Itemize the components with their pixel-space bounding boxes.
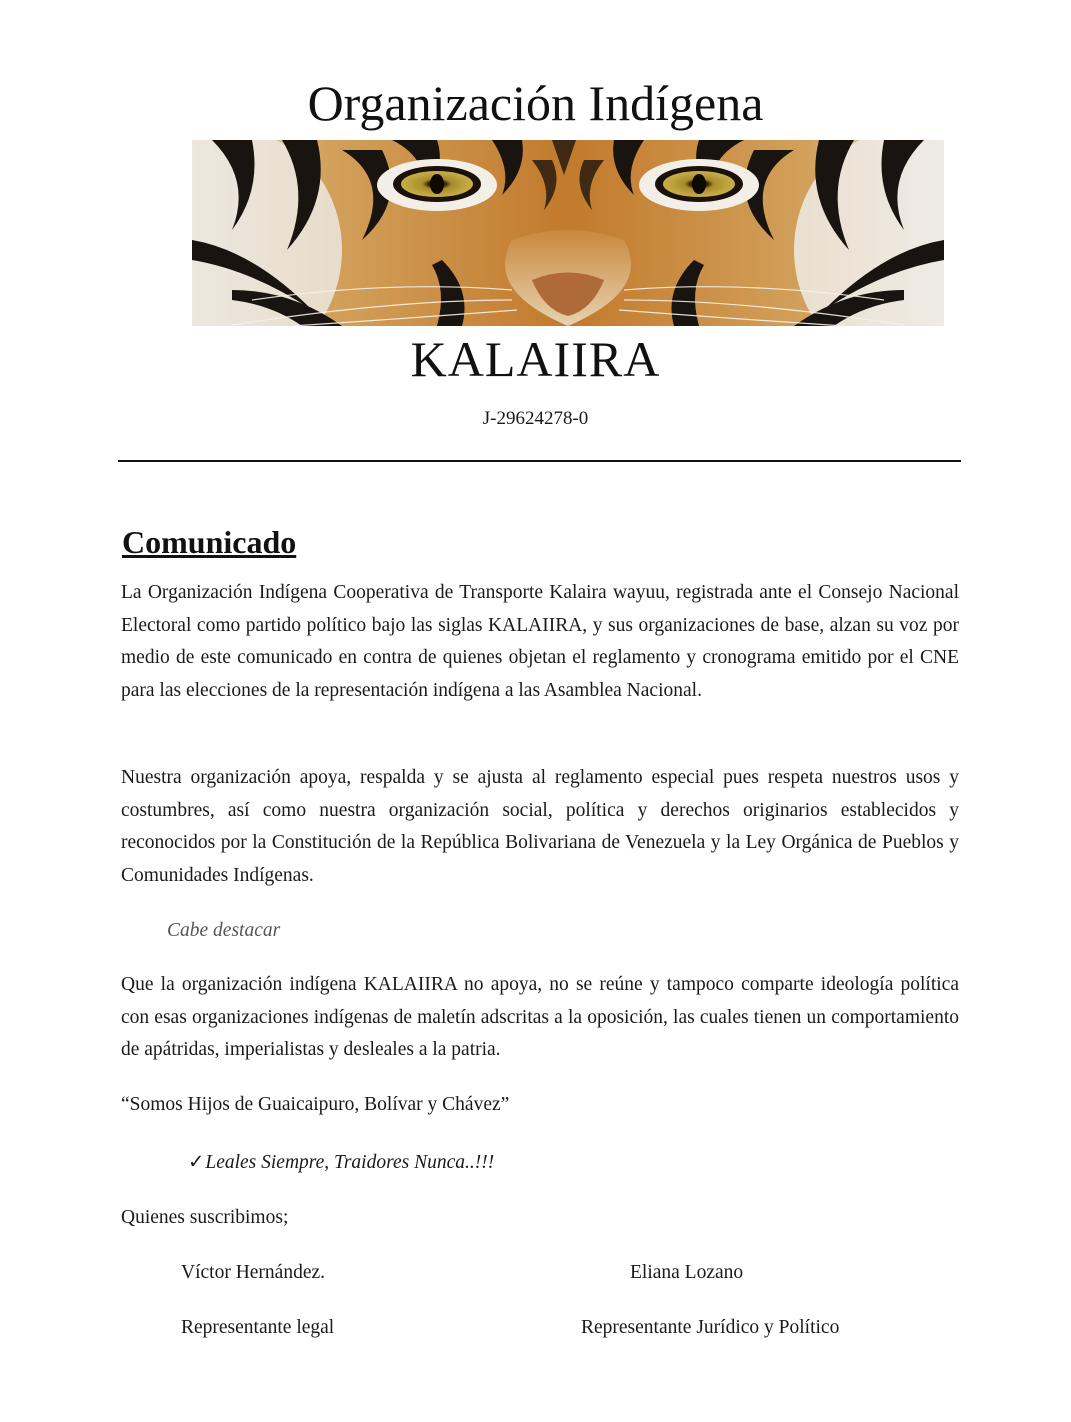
organization-title: Organización Indígena [307, 75, 764, 131]
signatory-2-name: Eliana Lozano [630, 1262, 744, 1283]
checkmark-icon: ✓ [188, 1152, 205, 1173]
signoff-text: Quienes suscribimos; [121, 1207, 289, 1228]
signatory-1-role: Representante legal [181, 1317, 335, 1338]
section-heading: Comunicado [122, 524, 297, 560]
motto [188, 1148, 494, 1178]
tiger-eyes-image [192, 140, 944, 326]
motto-text: Leales Siempre, Traidores Nunca..!!! [205, 1152, 495, 1173]
quote-text: “Somos Hijos de Guaicaipuro, Bolívar y Chávez” [121, 1094, 510, 1115]
signatory-2-role: Representante Jurídico y Político [581, 1317, 840, 1338]
note-text: Cabe destacar [167, 920, 281, 941]
paragraph-1: La Organización Indígena Cooperativa de Transporte Kalaira wayuu, registrada ante el Consejo Nacional Electoral como partido político bajo las siglas KALAIIRA, y sus organizaciones de base, alzan su voz por medio de este comunicado en contra de quienes objetan el reglamento y cronograma emitido por el CNE para las elecciones de la representación indígena a las Asamblea Nacional. [121, 582, 959, 701]
paragraph-3: Que la organización indígena KALAIIRA no apoya, no se reúne y tampoco comparte ideología política con esas organizaciones indígenas de maletín adscritas a la oposición, las cuales tienen un comportamiento de apátridas, imperialistas y desleales a la patria. [121, 974, 959, 1060]
header-divider [118, 460, 961, 462]
signatory-1-name: Víctor Hernández. [181, 1262, 326, 1283]
paragraph-2: Nuestra organización apoya, respalda y se ajusta al reglamento especial pues respeta nuestros usos y costumbres, así como nuestra organización social, política y derechos originarios establecidos y reconocidos por la Constitución de la República Bolivariana de Venezuela y la Ley Orgánica de Pueblos y Comunidades Indígenas. [121, 767, 959, 886]
tiger-eyes-banner [192, 140, 944, 326]
brand-name: KALAIIRA [410, 331, 661, 387]
tax-id: J-29624278-0 [482, 408, 589, 429]
